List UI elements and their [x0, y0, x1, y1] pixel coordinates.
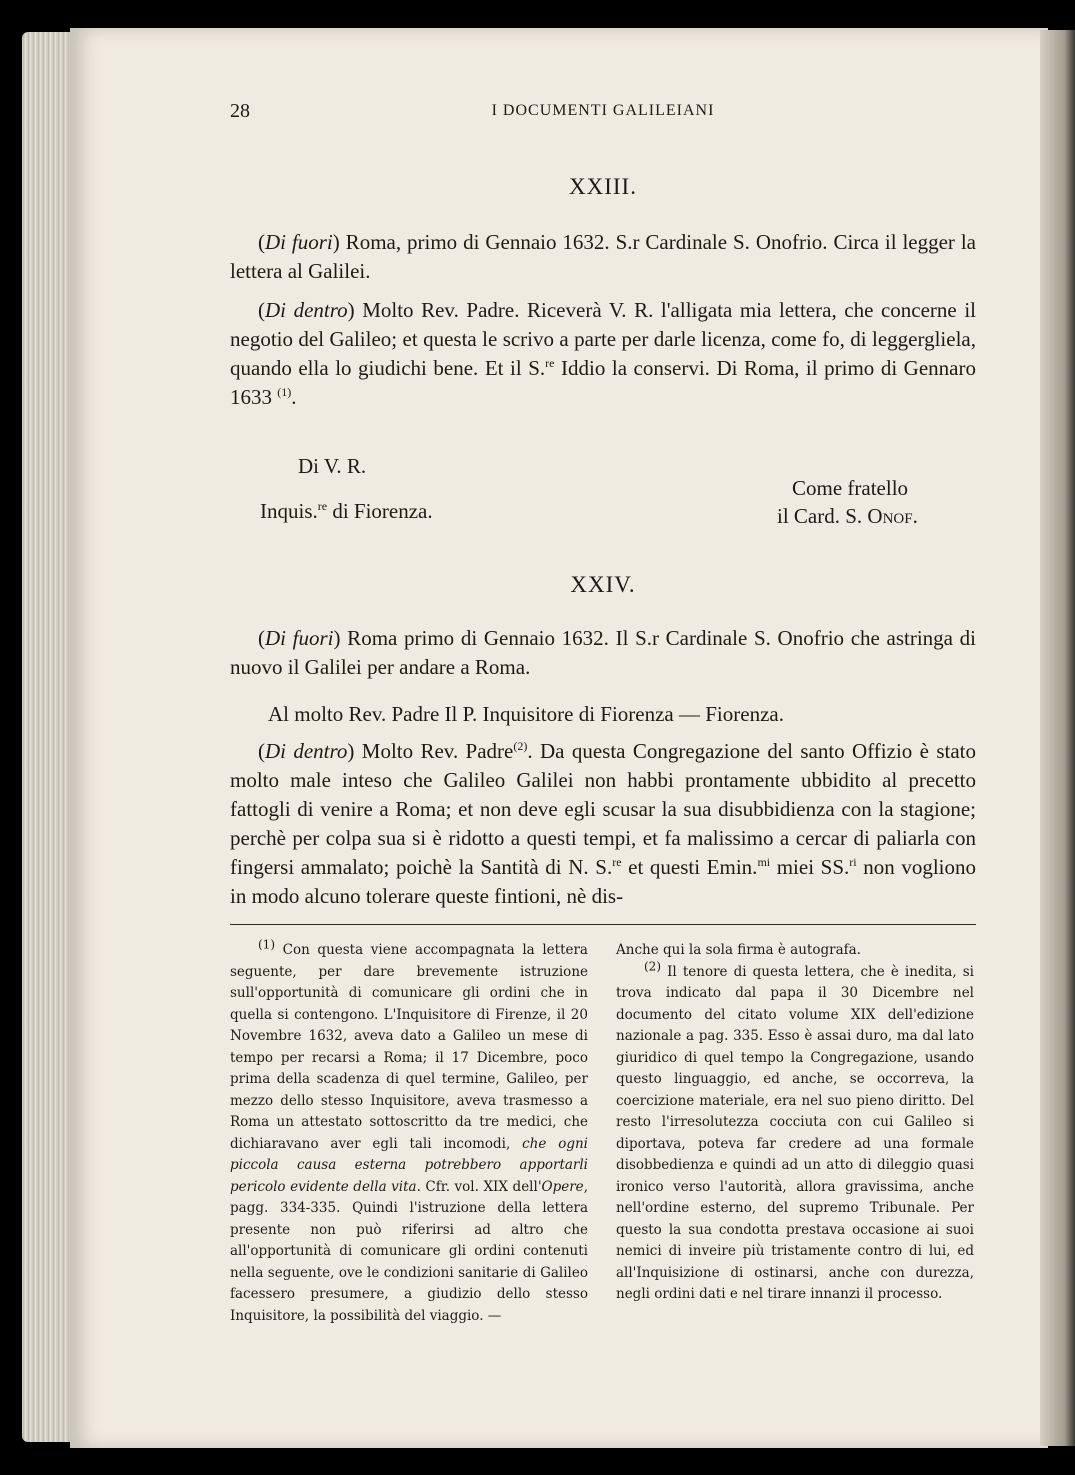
- di-fuori-label: Di fuori: [265, 626, 334, 650]
- addressee: Inquis.$^{re}$ di Fiorenza.: [260, 499, 433, 523]
- running-title: I DOCUMENTI GALILEIANI: [491, 102, 715, 119]
- doc-24-address: Al molto Rev. Padre Il P. Inquisitore di Fiorenza — Fiorenza.: [268, 702, 784, 726]
- doc-24-letter-body: (Di dentro) Molto Rev. Padre$^{(2)}$. Da questa Congregazione del santo Offizio è stato molto male inteso che Galileo Galilei non habbi prontamente ubbidito al precetto fattogli di venire a Roma; et non deve egli scusar la sua disubbidienza con la stagione; perchè per colpa sua si è ridotto a questi tempi, et fa malissimo a cercar di paliarla con fingersi ammalato; poichè la Santità di N. S.$^{re}$ et questi Emin.$^{mi}$ miei SS.$^{ri}$ non vogliono in modo alcuno tolerare queste fintioni, nè dis-: [230, 739, 976, 908]
- footnote-1: $^{(1)}$ Con questa viene accompagnata la lettera seguente, per dare brevemente istruzione sull'opportunità di comunicare gli ordini che in quella si contengono. L'Inquisitore di Firenze, il 20 Novembre 1632, aveva dato a Galileo un mese di tempo per recarsi a Roma; il 17 Dicembre, poco prima della scadenza di quel termine, Galileo, per mezzo dello stesso Inquisitore, aveva trasmesso a Roma un attestato sottoscritto da tre medici, che dichiaravano aver egli tali incomodi, che ogni piccola causa esterna potrebbero apportarli pericolo evidente della vita. Cfr. vol. XIX dell'Opere, pagg. 334-335. Quindi l'istruzione della lettera presente non può riferirsi ad altro che all'opportunità di comunicare gli ordini contenuti nella seguente, ove le condizioni sanitarie di Galileo facessero presumere, a giudizio dello stesso Inquisitore, la possibilità del viaggio. —: [230, 937, 588, 1324]
- footnote-ref-1: (1): [277, 385, 292, 399]
- footnote-ref-2: (2): [513, 739, 528, 753]
- footnotes-right-column: [616, 940, 974, 1306]
- footnote-1-continued: Anche qui la sola firma è autografa.: [616, 942, 861, 958]
- page-header: [230, 100, 976, 124]
- signature: il Card. S. Onof.: [777, 504, 918, 528]
- doc-24-heading: XXIV.: [570, 572, 636, 597]
- footnotes-left-column: [230, 937, 588, 1327]
- di-dentro-label: Di dentro: [265, 298, 348, 322]
- footnote-divider: [230, 924, 976, 925]
- doc-23-letter-body: (Di dentro) Molto Rev. Padre. Riceverà V. R. l'alligata mia lettera, che concerne il negotio del Galileo; et questa le scrivo a parte per darle licenza, come fo, di leggergliela, quando ella lo giudichi bene. Et il S.$^{re}$ Iddio la conservi. Di Roma, il primo di Gennaro 1633 $^{(1)}$.: [230, 298, 976, 409]
- di-dentro-label: Di dentro: [265, 739, 348, 763]
- doc-24-outer-note: (Di fuori) Roma primo di Gennaio 1632. Il S.r Cardinale S. Onofrio che astringa di nuovo il Galilei per andare a Roma.: [230, 626, 976, 679]
- facing-page-edge: [1040, 30, 1075, 1446]
- page-number: 28: [230, 100, 250, 122]
- salutation: Di V. R.: [298, 454, 367, 478]
- doc-23-outer-note: (Di fuori) Roma, primo di Gennaio 1632. S.r Cardinale S. Onofrio. Circa il legger la lettera al Galilei.: [230, 230, 976, 283]
- doc-23-heading: XXIII.: [569, 174, 637, 199]
- di-fuori-label: Di fuori: [265, 230, 333, 254]
- footnote-2: $^{(2)}$ Il tenore di questa lettera, che è inedita, si trova indicato dal papa il 30 Dicembre nel documento del citato volume XIX dell'edizione nazionale a pag. 335. Esso è assai duro, ma dal lato giuridico di quel tempo la Congregazione, usando questo linguaggio, ed anche, se occorreva, la coercizione materiale, era nel suo pieno diritto. Del resto l'irresolutezza cocciuta con cui Galileo si diportava, poteva far credere ad una formale disobbedienza e quindi ad un atto di dileggio quasi ironico verso l'autorità, allora gravissima, anche nell'ordine esterno, del supremo Tribunale. Per questo la sua condotta prestava occasione ai suoi nemici di inveire più tristamente contro di lui, ed all'Inquisizione di ostinarsi, anche con durezza, negli ordini dati e nel tirare innanzi il processo.: [616, 959, 974, 1302]
- closing-line-1: Come fratello: [792, 476, 909, 500]
